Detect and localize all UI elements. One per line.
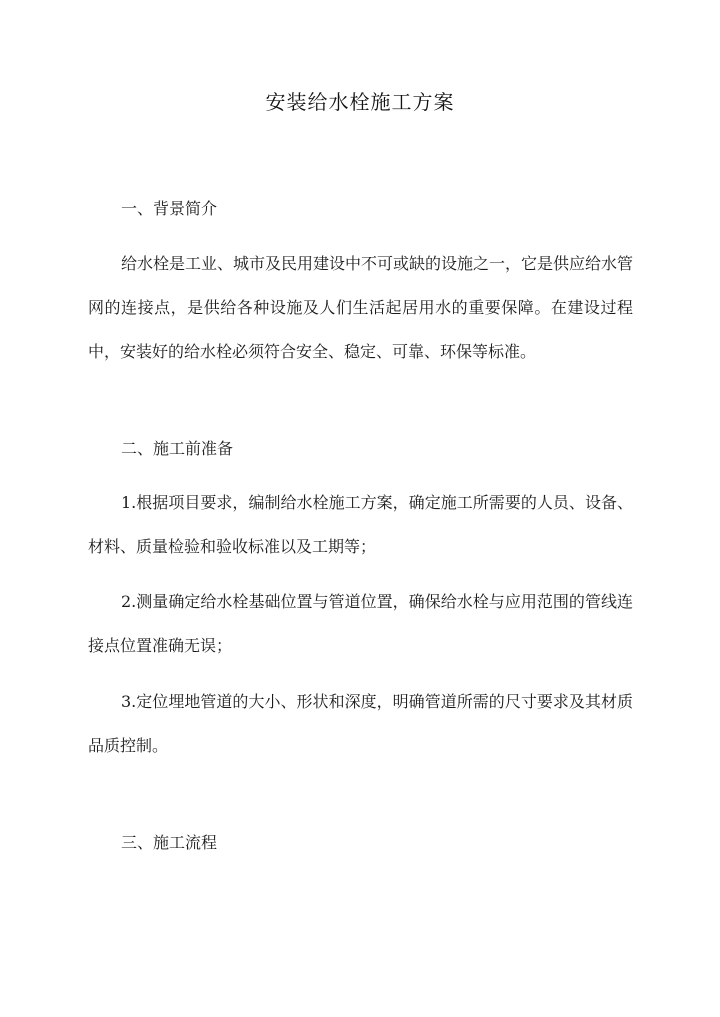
document-title: 安装给水栓施工方案 xyxy=(265,90,455,114)
paragraph-preparation-item-3: 3.定位埋地管道的大小、形状和深度，明确管道所需的尺寸要求及其材质品质控制。 xyxy=(88,692,633,755)
section-heading-process: 三、施工流程 xyxy=(121,833,218,852)
paragraph-preparation-item-2: 2.测量确定给水栓基础位置与管道位置，确保给水栓与应用范围的管线连接点位置准确无误； xyxy=(88,592,633,655)
paragraph-background: 给水栓是工业、城市及民用建设中不可或缺的设施之一，它是供应给水管网的连接点，是供给各种设施及人们生活起居用水的重要保障。在建设过程中，安装好的给水栓必须符合安全、稳定、可靠、环保等标准。 xyxy=(88,254,634,361)
paragraph-preparation-item-1: 1.根据项目要求，编制给水栓施工方案，确定施工所需要的人员、设备、材料、质量检验和验收标准以及工期等； xyxy=(88,493,633,556)
section-heading-preparation: 二、施工前准备 xyxy=(121,439,234,458)
section-heading-background: 一、背景简介 xyxy=(121,199,218,218)
